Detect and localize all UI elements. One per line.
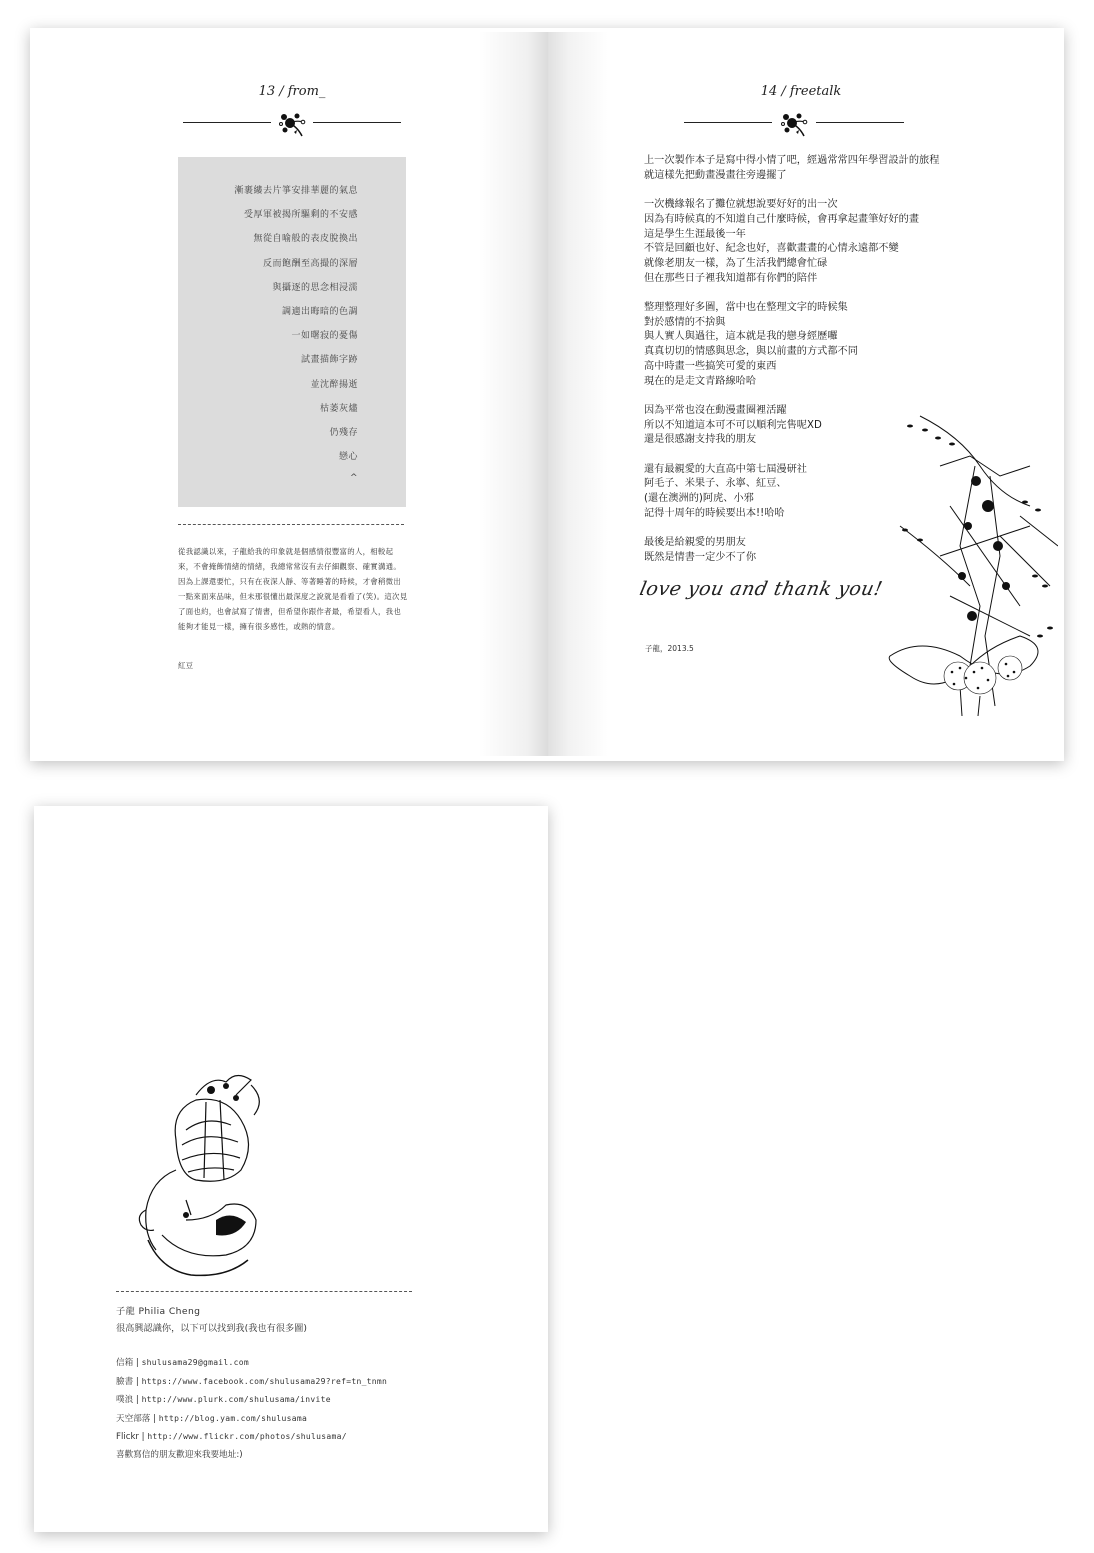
contact-value: https://www.facebook.com/shulusama29?ref=tn_tnmn <box>141 1376 388 1386</box>
ornament-rule <box>183 122 271 123</box>
contact-links <box>116 1354 387 1464</box>
freetalk-line: 高中時畫一些搞笑可愛的東西 <box>644 360 777 372</box>
left-page <box>36 32 548 756</box>
contact-value: http://www.flickr.com/photos/shulusama/ <box>147 1432 347 1441</box>
freetalk-line: 最後是給親愛的男朋友 <box>644 537 746 549</box>
poem-line: 試畫描飾字跡 <box>300 355 358 366</box>
ornament-rule <box>313 122 401 123</box>
freetalk-line: 所以不知道這本可不可以順利完售呢XD <box>644 419 822 431</box>
flower-ornament-icon <box>778 108 810 140</box>
freetalk-line: 但在那些日子裡我知道都有你們的陪伴 <box>644 272 818 284</box>
freetalk-line: 這是學生生涯最後一年 <box>644 228 746 240</box>
poem-line: 漸裹縷去片箏安排華麗的氣息 <box>234 186 358 196</box>
contact-label: 噗浪 <box>116 1395 134 1405</box>
contact-row <box>116 1373 387 1392</box>
contact-value: shulusama29@gmail.com <box>141 1358 250 1367</box>
contact-label: 臉書 <box>116 1376 134 1387</box>
contact-row <box>116 1354 387 1373</box>
freetalk-line: (還在澳洲的)阿虎、小邪 <box>644 493 754 505</box>
page-gutter-shade <box>478 32 548 756</box>
title-ornament <box>183 108 401 140</box>
contact-row <box>116 1428 387 1447</box>
freetalk-line: 因為有時候真的不知道自己什麼時候，會再拿起畫筆好好的畫 <box>644 213 920 225</box>
freetalk-paragraph <box>644 154 984 183</box>
contact-footer: 喜歡寫信的朋友歡迎來我要地址:) <box>116 1449 243 1460</box>
contact-separator: | <box>138 1432 148 1442</box>
portrait-illustration <box>116 1070 266 1280</box>
freetalk-line: 與人實人與過往，這本就是我的戀身經歷囉 <box>644 331 838 343</box>
freetalk-line: 一次機緣報名了攤位就想說要好好的出一次 <box>644 199 838 211</box>
freetalk-line: 現在的是走文青路線哈哈 <box>644 375 757 387</box>
page-title: 14 / freetalk <box>760 84 842 99</box>
right-page <box>548 32 1058 756</box>
freetalk-line: 因為平常也沒在動漫畫圈裡活躍 <box>644 404 787 416</box>
freetalk-line: 記得十周年的時候要出本!!哈哈 <box>644 507 785 519</box>
poem-line: 反而飽酬至高撮的深層 <box>262 258 358 269</box>
contact-value: http://www.plurk.com/shulusama/invite <box>141 1395 331 1404</box>
flower-ornament-icon <box>276 108 308 140</box>
contact-value: http://blog.yam.com/shulusama <box>158 1413 308 1423</box>
freetalk-paragraph <box>644 198 984 286</box>
poem-line: 無從自喻般的表皮脫換出 <box>253 234 358 245</box>
poem-line: 一如曙寂的憂傷 <box>291 331 358 342</box>
poem-box <box>178 157 406 507</box>
poem-line: 並沈醉揚逝 <box>310 379 358 390</box>
poem-line: 戀心 <box>338 452 358 463</box>
page-gutter-shade <box>548 32 608 756</box>
contact-separator: | <box>150 1413 159 1424</box>
poem-line: 與攝逐的思念相浸濡 <box>272 282 358 293</box>
signature: 紅豆 <box>178 661 193 670</box>
handwritten-thanks: love you and thank you! <box>637 578 885 600</box>
author-intro: 很高興認識你，以下可以找到我(我也有很多圖) <box>116 1323 307 1334</box>
freetalk-line: 就像老朋友一樣，為了生活我們總會忙碌 <box>644 257 828 269</box>
freetalk-line: 就這樣先把動畫漫畫往旁邊擺了 <box>644 169 787 181</box>
poem-line: 受厚軍被揭所驅剩的不安感 <box>243 210 358 221</box>
freetalk-line: 不管是回顧也好、紀念也好，喜歡畫畫的心情永遠都不變 <box>644 243 899 255</box>
title-ornament <box>684 108 904 140</box>
freetalk-line: 真真切切的情感與思念，與以前畫的方式都不同 <box>644 346 858 358</box>
freetalk-line: 還有最親愛的大直高中第七屆漫研社 <box>644 463 807 475</box>
freetalk-line: 上一次製作本子是寫中得小情了吧，經過常常四年學習設計的旅程 <box>644 155 940 166</box>
signature: 子龍，2013.5 <box>645 644 694 653</box>
poem-line: 枯萎灰燼 <box>319 403 358 414</box>
dashed-divider <box>116 1291 412 1292</box>
freetalk-line: 還是很感謝支持我的朋友 <box>644 434 757 446</box>
dashed-divider <box>178 524 404 525</box>
contact-separator: | <box>133 1358 142 1368</box>
poem-line: 調適出晦暗的色調 <box>281 307 358 317</box>
contact-separator: | <box>133 1395 142 1405</box>
contact-label: 信箱 <box>116 1358 134 1368</box>
contact-label: 天空部落 <box>116 1413 151 1424</box>
freetalk-line: 既然是情書一定少不了你 <box>644 551 757 563</box>
freetalk-line: 對於感情的不捨與 <box>644 316 726 328</box>
botanical-illustration <box>880 406 1058 716</box>
ornament-rule <box>816 122 904 123</box>
contact-row <box>116 1410 387 1429</box>
freetalk-line: 阿毛子、米果子、永寧、紅豆、 <box>644 478 787 490</box>
freetalk-line: 整理整理好多圖，當中也在整理文字的時候集 <box>644 302 848 313</box>
contact-label: Flickr <box>116 1432 139 1442</box>
poem-line: ^ <box>349 473 358 484</box>
prose-paragraph: 從我認識以來，子龍給我的印象就是個感情很豐富的人，相較起來，不會掩飾情緒的情緒，我總常常沒有去仔細觀察、確實溝通。因為上課還要忙，只有在夜深人靜、等著睡著的時候，才會稍微出一點來面來品味，但未那很懂出最深度之說就是看看了(笑)。這次見了面也約，也會試寫了情書，但希望你跟作者最，希望看人，我也能夠才能見一樣，擁有很多感性，或熱的情意。 <box>178 547 408 631</box>
contact-separator: | <box>133 1376 142 1387</box>
contact-row <box>116 1391 387 1410</box>
author-name: 子龍 Philia Cheng <box>116 1306 201 1317</box>
poem-line: 仍殘存 <box>329 428 358 438</box>
profile-page <box>34 806 548 1532</box>
ornament-rule <box>684 122 772 123</box>
freetalk-paragraph <box>644 301 984 389</box>
page-title: 13 / from_ <box>258 84 326 99</box>
